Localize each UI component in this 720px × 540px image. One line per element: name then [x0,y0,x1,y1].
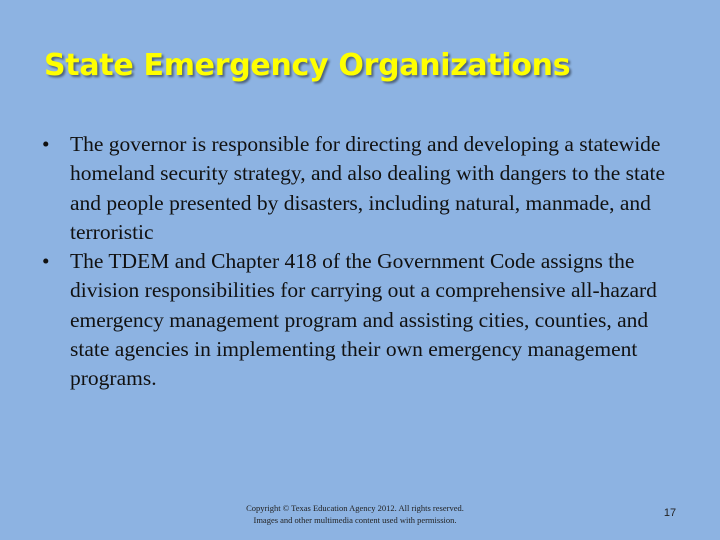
page-number: 17 [663,507,677,519]
bullet-list [40,130,690,394]
bullet-dot-icon: • [42,249,50,274]
bullet-item [40,130,690,247]
bullet-dot-icon: • [42,132,50,156]
bullet-item [40,247,690,393]
slide-title: State Emergency Organizations [44,48,571,83]
bullet-text: The TDEM and Chapter 418 of the Government Code assigns the division responsibilities for carrying out a comprehensive all-hazard emergency management program and assisting cities, counties, and state agencies in implementing their own emergency management programs. [70,249,657,391]
copyright-line: Copyright © Texas Education Agency 2012. All rights reserved. [246,503,464,513]
copyright-notice [220,502,490,526]
permission-line: Images and other multimedia content used with permission. [253,515,457,525]
bullet-text: The governor is responsible for directing and developing a statewide homeland security strategy, and also dealing with dangers to the state and people presented by disasters, including natural, manmade, and terroristic [70,132,666,244]
